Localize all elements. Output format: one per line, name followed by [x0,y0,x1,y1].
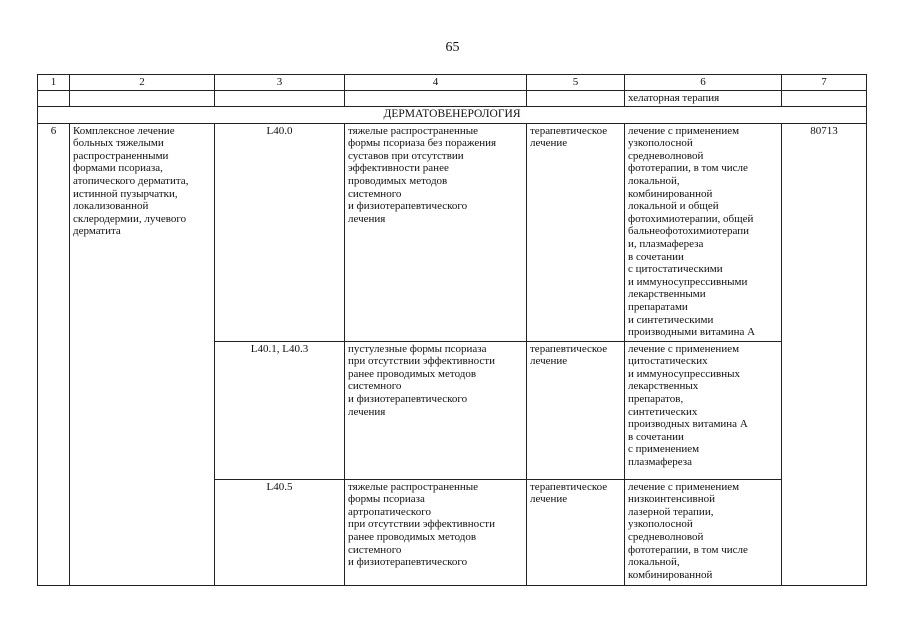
page-number: 65 [445,40,460,55]
treatment-type: терапевтическое лечение [527,341,625,479]
icd-code: L40.0 [215,123,345,341]
icd-code: L40.5 [215,479,345,585]
column-number: 2 [70,75,215,91]
carry-over-method: хелаторная терапия [625,91,782,107]
medical-care-table [37,74,867,586]
patient-model: тяжелые распространенные формы псориаза без поражения суставов при отсутствии эффективности ранее проводимых методов системного и физиотерапевтического лечения [345,123,527,341]
patient-model: тяжелые распространенные формы псориаза артропатического при отсутствии эффективности ранее проводимых методов системного и физиотерапевтического [345,479,527,585]
treatment-method: лечение с применением узкополосной средневолновой фототерапии, в том числе локальной, комбинированной локальной и общей фотохимиотерапии, общей бальнеофотохимиотерапи и, плазмафереза в сочетании с цитостатическими и иммуносупрессивными лекарственными препаратами и синтетическими производными витамина А [625,123,782,341]
cost-value: 80713 [782,123,867,585]
section-title: ДЕРМАТОВЕНЕРОЛОГИЯ [38,106,867,123]
column-number-row [38,75,867,91]
treatment-type: терапевтическое лечение [527,479,625,585]
row-number: 6 [38,123,70,585]
care-type-name: Комплексное лечение больных тяжелыми распространенными формами псориаза, атопического дерматита, истинной пузырчатки, локализованной склеродермии, лучевого дерматита [70,123,215,585]
treatment-method: лечение с применением низкоинтенсивной лазерной терапии, узкополосной средневолновой фототерапии, в том числе локальной, комбинированной [625,479,782,585]
carry-over-row [38,91,867,107]
column-number: 1 [38,75,70,91]
section-row [38,106,867,123]
table-row [38,123,867,341]
treatment-type: терапевтическое лечение [527,123,625,341]
column-number: 3 [215,75,345,91]
column-number: 4 [345,75,527,91]
column-number: 6 [625,75,782,91]
patient-model: пустулезные формы псориаза при отсутствии эффективности ранее проводимых методов системного и физиотерапевтического лечения [345,341,527,479]
column-number: 5 [527,75,625,91]
column-number: 7 [782,75,867,91]
treatment-method: лечение с применением цитостатических и иммуносупрессивных лекарственных препаратов, синтетических производных витамина А в сочетании с применением плазмафереза [625,341,782,479]
icd-code: L40.1, L40.3 [215,341,345,479]
